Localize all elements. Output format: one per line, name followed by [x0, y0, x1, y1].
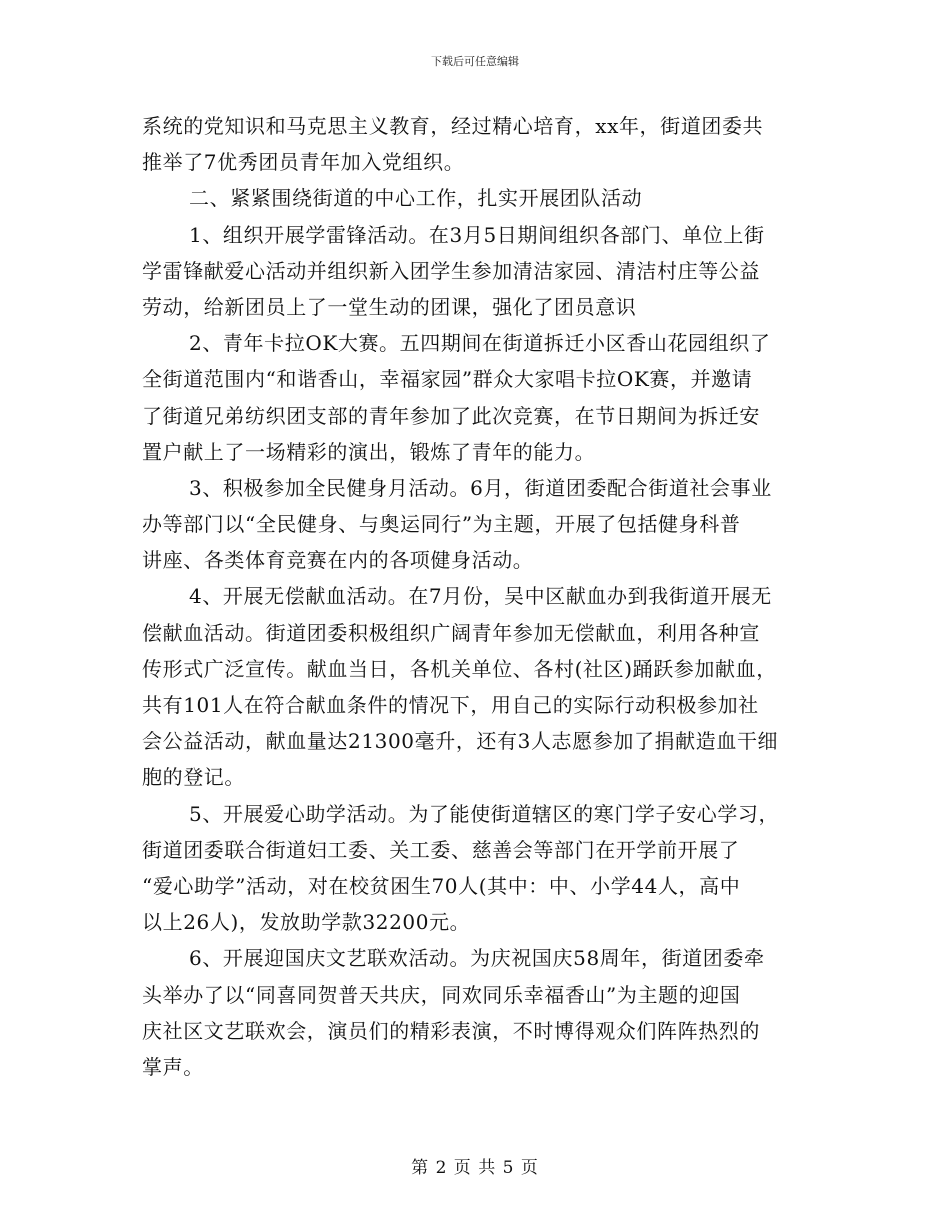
text-line: 系统的党知识和马克思主义教育，经过精心培育，xx年，街道团委共 — [142, 114, 764, 138]
text-line: 全街道范围内“和谐香山，幸福家园”群众大家唱卡拉OK赛，并邀请 — [142, 367, 753, 392]
text-line: 6、开展迎国庆文艺联欢活动。为庆祝国庆58周年，街道团委牵 — [189, 946, 765, 971]
text-line: 共有101人在符合献血条件的情况下，用自己的实际行动积极参加社 — [142, 693, 759, 717]
text-line: 学雷锋献爱心活动并组织新入团学生参加清洁家园、清洁村庄等公益 — [142, 258, 760, 283]
text-line: “爱心助学”活动，对在校贫困生70人(其中：中、小学44人，高中 — [142, 873, 741, 898]
text-line: 1、组织开展学雷锋活动。在3月5日期间组织各部门、单位上街 — [189, 222, 765, 247]
text-line: 庆社区文艺联欢会，演员们的精彩表演，不时博得观众们阵阵热烈的 — [142, 1018, 760, 1043]
text-line: 办等部门以“全民健身、与奥运同行”为主题，开展了包括健身科普 — [142, 512, 741, 537]
text-line: 二、紧紧围绕街道的中心工作，扎实开展团队活动 — [189, 186, 643, 211]
text-line: 2、青年卡拉OK大赛。五四期间在街道拆迁小区香山花园组织了 — [189, 331, 771, 356]
text-line: 讲座、各类体育竞赛在内的各项健身活动。 — [142, 548, 534, 573]
text-line: 胞的登记。 — [142, 765, 245, 790]
text-line: 会公益活动，献血量达21300毫升，还有3人志愿参加了捐献造血干细 — [142, 729, 779, 754]
text-line: 以上26人)，发放助学款32200元。 — [142, 910, 471, 935]
page-footer: 第 2 页 共 5 页 — [411, 1158, 539, 1178]
text-line: 4、开展无偿献血活动。在7月份，吴中区献血办到我街道开展无 — [189, 584, 772, 609]
text-line: 头举办了以“同喜同贺普天共庆，同欢同乐幸福香山”为主题的迎国 — [142, 982, 741, 1007]
text-line: 街道团委联合街道妇工委、关工委、慈善会等部门在开学前开展了 — [142, 837, 740, 862]
text-line: 3、积极参加全民健身月活动。6月，街道团委配合街道社会事业 — [189, 475, 772, 500]
text-line: 置户献上了一场精彩的演出，锻炼了青年的能力。 — [142, 439, 596, 464]
text-line: 5、开展爱心助学活动。为了能使街道辖区的寒门学子安心学习， — [189, 801, 780, 826]
text-line: 了街道兄弟纺织团支部的青年参加了此次竞赛，在节日期间为拆迁安 — [142, 403, 760, 428]
text-line: 传形式广泛宣传。献血当日，各机关单位、各村(社区)踊跃参加献血， — [142, 656, 777, 681]
document-body — [142, 108, 818, 1085]
text-line: 推举了7优秀团员青年加入党组织。 — [142, 150, 465, 175]
text-line: 掌声。 — [142, 1054, 204, 1079]
page-header: 下载后可任意编辑 — [431, 55, 519, 68]
text-line: 偿献血活动。街道团委积极组织广阔青年参加无偿献血，利用各种宣 — [142, 620, 760, 645]
text-line: 劳动，给新团员上了一堂生动的团课，强化了团员意识 — [142, 294, 637, 319]
